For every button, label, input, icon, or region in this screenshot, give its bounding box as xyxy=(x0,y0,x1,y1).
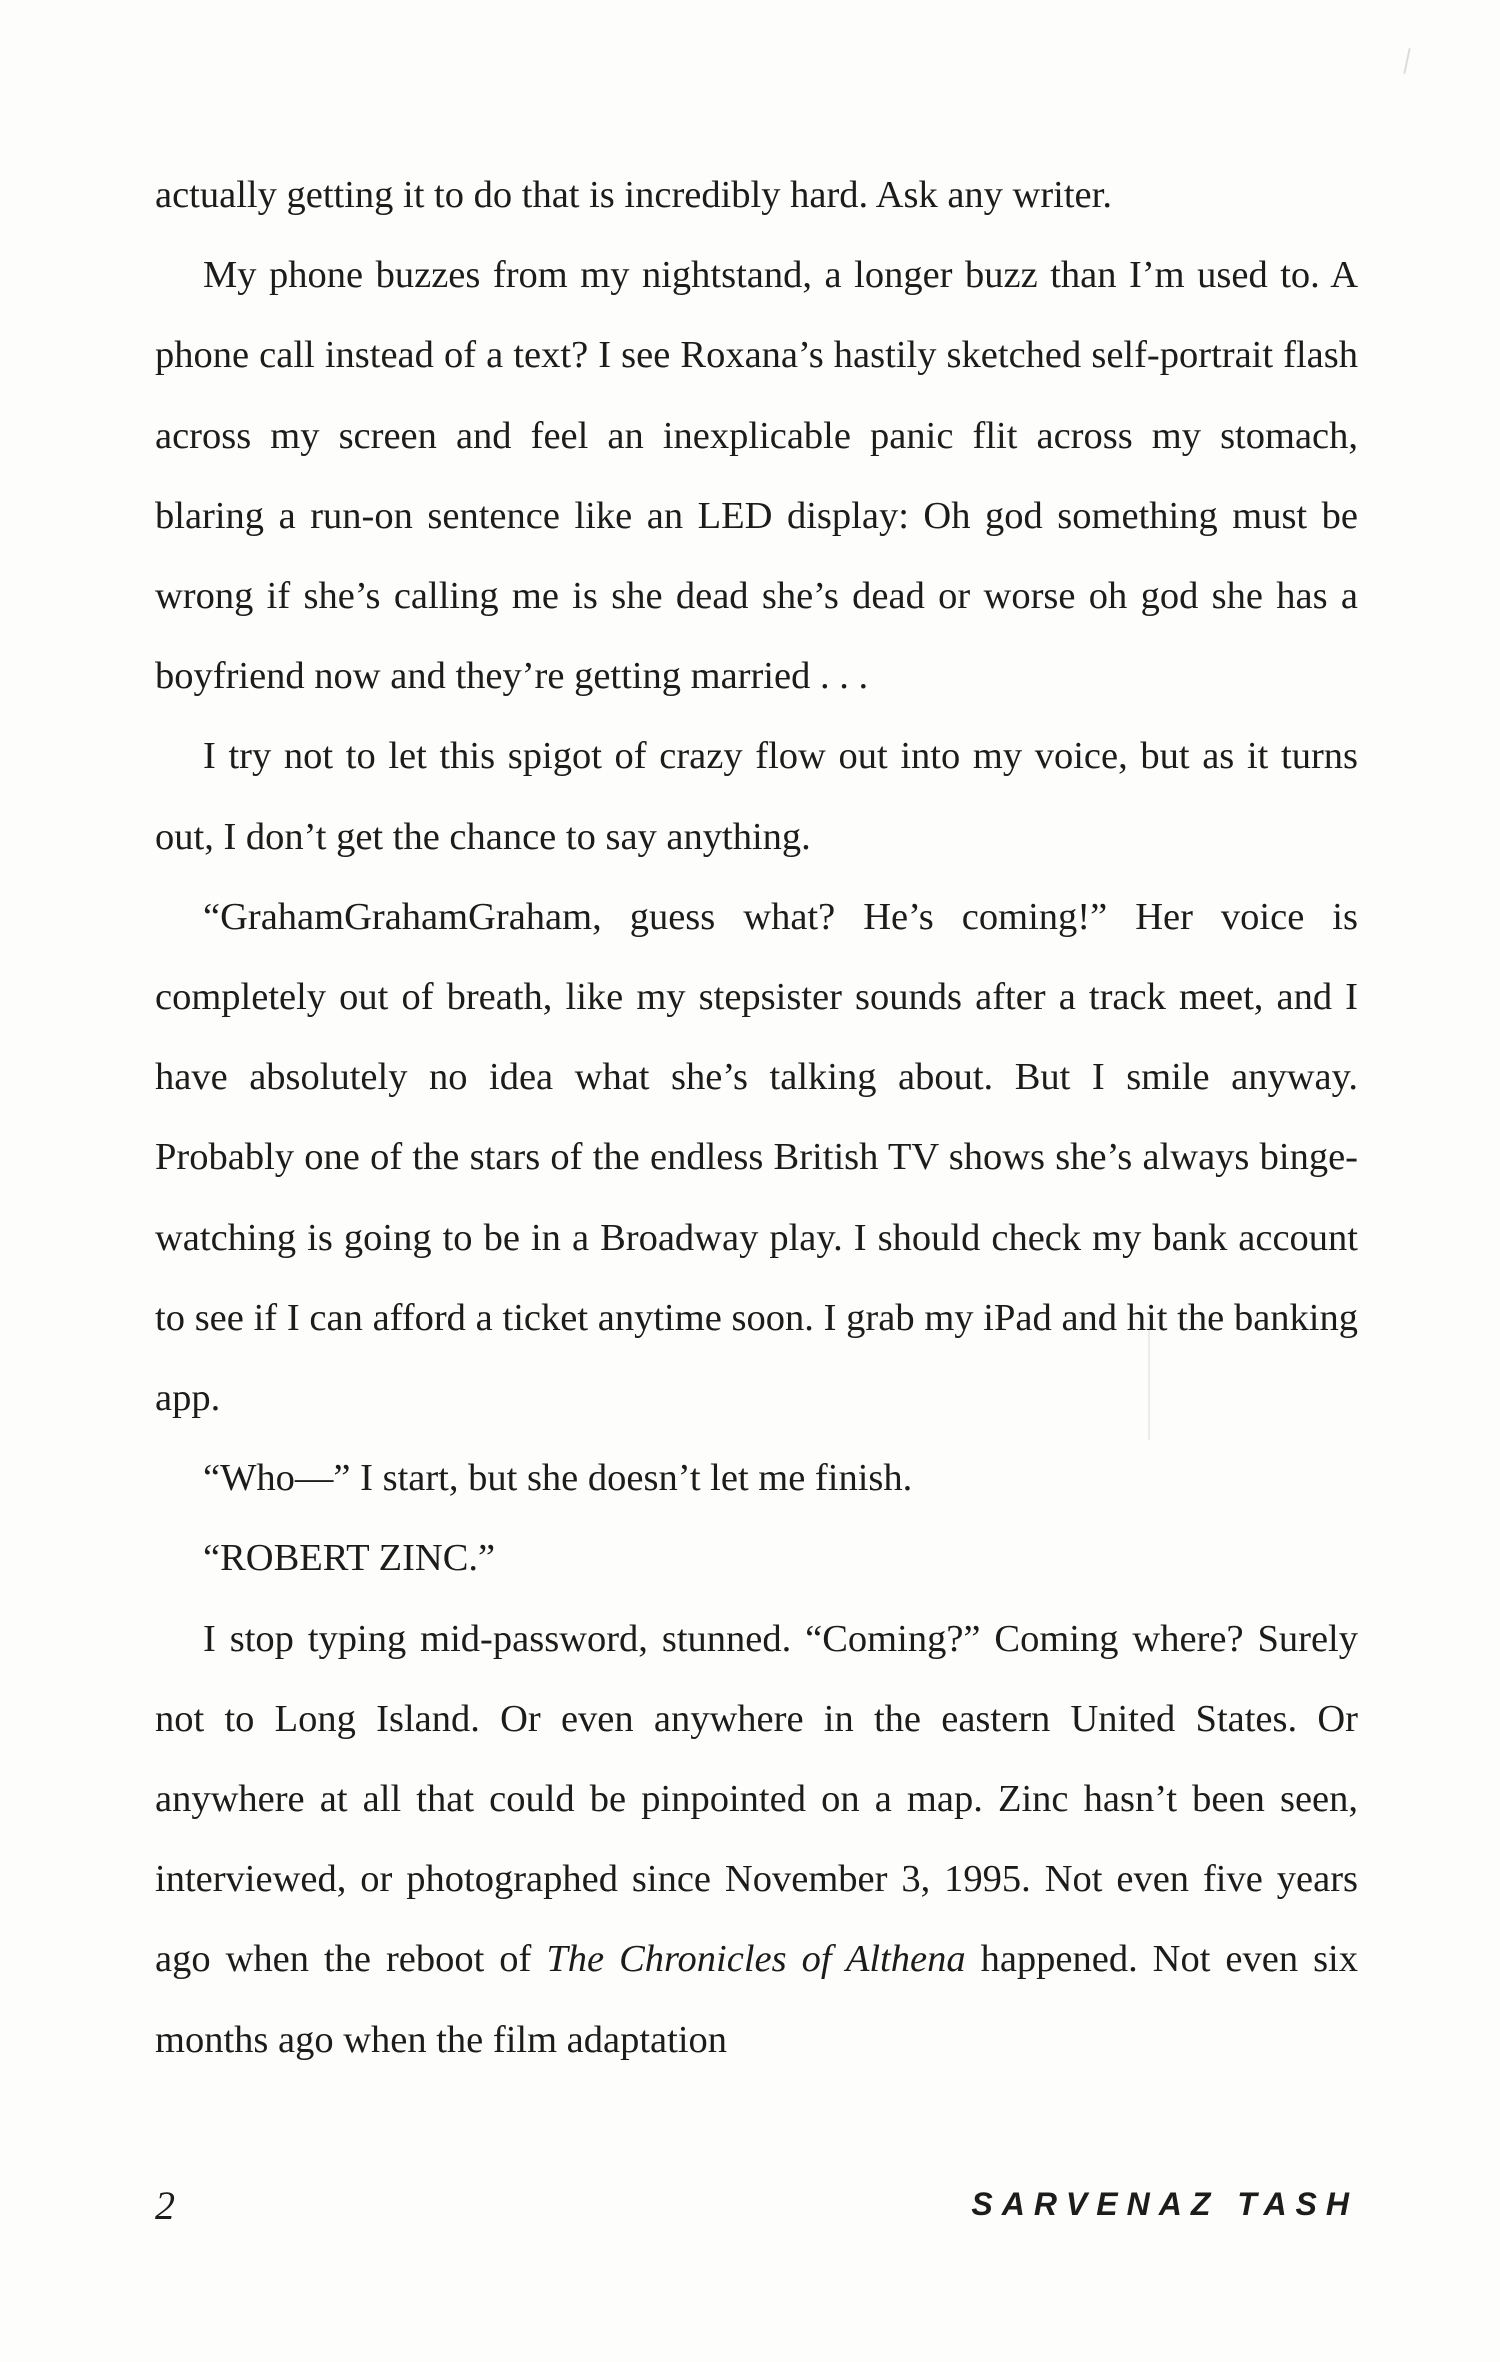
book-title: The Chronicles of Althena xyxy=(546,1938,966,1981)
body-text xyxy=(155,155,1358,2080)
paragraph: “GrahamGrahamGraham, guess what? He’s coming!” Her voice is completely out of breath, like my stepsister sounds after a track meet, and I have absolutely no idea what she’s talking about. But I smile anyway. Probably one of the stars of the endless British TV shows she’s always binge-watching is going to be in a Broadway play. I should check my bank account to see if I can afford a ticket anytime soon. I grab my iPad and hit the banking app. xyxy=(155,895,1358,1420)
paragraph: “ROBERT ZINC.” xyxy=(203,1537,496,1580)
scan-artifact xyxy=(1403,48,1410,74)
running-footer-author: SARVENAZ TASH xyxy=(971,2186,1358,2222)
paragraph-text-end: happened. Not even six months ago when the film adaptation xyxy=(155,1938,1358,2061)
paragraph: My phone buzzes from my nightstand, a longer buzz than I’m used to. A phone call instead of a text? I see Roxana’s hastily sketched self-portrait flash across my screen and feel an inexplicable panic flit across my stomach, blaring a run-on sentence like an LED display: Oh god something must be wrong if she’s calling me is she dead she’s dead or worse oh god she has a boyfriend now and they’re getting married . . . xyxy=(155,254,1358,698)
paragraph-text: I stop typing mid-password, stunned. “Coming?” Coming where? Surely not to Long Island. Or even anywhere in the eastern United States. Or anywhere at all that could be pinpointed on a map. Zinc hasn’t been seen, interviewed, or photographed since November 3, 1995. Not even five years ago when the reboot of xyxy=(155,1617,1358,1981)
page-number: 2 xyxy=(155,2183,175,2228)
paragraph: actually getting it to do that is incredibly hard. Ask any writer. xyxy=(155,174,1112,216)
paragraph: I try not to let this spigot of crazy flow out into my voice, but as it turns out, I don’t get the chance to say anything. xyxy=(155,735,1358,858)
paragraph-with-title xyxy=(155,1599,1358,2080)
paragraph: “Who—” I start, but she doesn’t let me finish. xyxy=(203,1457,913,1500)
